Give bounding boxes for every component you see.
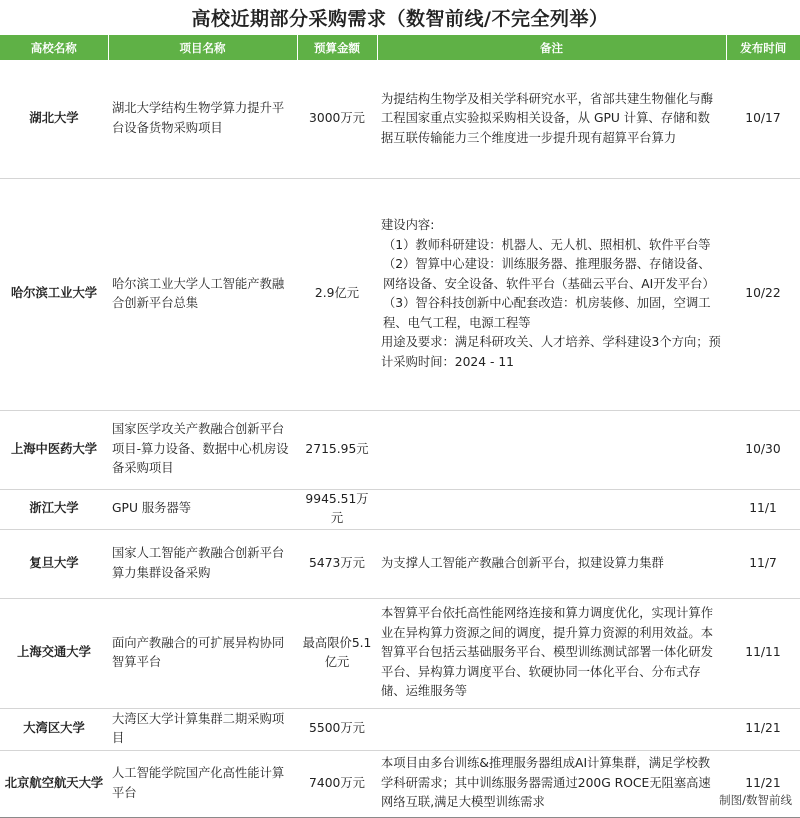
project-name-cell: 哈尔滨工业大学人工智能产教融合创新平台总集 <box>108 178 297 410</box>
procurement-table <box>0 35 800 818</box>
table-row <box>0 529 800 598</box>
notes-line: （1）教师科研建设：机器人、无人机、照相机、软件平台等 <box>383 237 711 252</box>
header-project: 项目名称 <box>108 35 297 60</box>
table-row <box>0 750 800 817</box>
notes-line: 为提结构生物学及相关学科研究水平，省部共建生物催化与酶工程国家重点实验拟采购相关设备，从 GPU 计算、存储和数据互联传输能力三个维度进一步提升现有超算平台算力 <box>381 91 714 145</box>
notes-cell <box>377 410 726 489</box>
budget-cell: 9945.51万元 <box>297 489 377 529</box>
notes-cell <box>377 60 726 178</box>
school-name-cell: 北京航空航天大学 <box>0 750 108 817</box>
notes-line: （3）智谷科技创新中心配套改造：机房装修、加固，空调工程、电气工程，电源工程等 <box>383 296 711 330</box>
credit-text: 制图/数智前线 <box>719 793 792 807</box>
header-budget: 预算金额 <box>297 35 377 60</box>
publish-date-cell: 11/21 <box>726 750 800 817</box>
notes-cell <box>377 178 726 410</box>
header-date: 发布时间 <box>726 35 800 60</box>
header-notes: 备注 <box>377 35 726 60</box>
table-row <box>0 60 800 178</box>
budget-cell: 2.9亿元 <box>297 178 377 410</box>
budget-cell: 最高限价5.1亿元 <box>297 598 377 708</box>
publish-date-cell: 11/11 <box>726 598 800 708</box>
table-body <box>0 60 800 817</box>
school-name-cell: 湖北大学 <box>0 60 108 178</box>
budget-cell: 7400万元 <box>297 750 377 817</box>
school-name-cell: 上海中医药大学 <box>0 410 108 489</box>
table-row <box>0 410 800 489</box>
notes-cell <box>377 750 726 817</box>
notes-line: （2）智算中心建设：训练服务器、推理服务器、存储设备、网络设备、安全设备、软件平台（基础云平台、AI开发平台） <box>383 257 715 291</box>
budget-cell: 5500万元 <box>297 708 377 750</box>
school-name-cell: 哈尔滨工业大学 <box>0 178 108 410</box>
school-name-cell: 上海交通大学 <box>0 598 108 708</box>
notes-cell <box>377 489 726 529</box>
publish-date-cell: 11/7 <box>726 529 800 598</box>
table-row <box>0 708 800 750</box>
school-name-cell: 浙江大学 <box>0 489 108 529</box>
notes-line: 为支撑人工智能产教融合创新平台，拟建设算力集群 <box>381 555 664 570</box>
publish-date-cell: 10/17 <box>726 60 800 178</box>
school-name-cell: 复旦大学 <box>0 529 108 598</box>
notes-line: 建设内容: <box>381 218 435 232</box>
notes-cell <box>377 708 726 750</box>
publish-date-cell: 11/1 <box>726 489 800 529</box>
header-school: 高校名称 <box>0 35 108 60</box>
budget-cell: 2715.95元 <box>297 410 377 489</box>
budget-cell: 5473万元 <box>297 529 377 598</box>
page-title: 高校近期部分采购需求（数智前线/不完全列举） <box>191 8 609 30</box>
publish-date-cell: 11/21 <box>726 708 800 750</box>
project-name-cell: 大湾区大学计算集群二期采购项目 <box>108 708 297 750</box>
budget-cell: 3000万元 <box>297 60 377 178</box>
notes-line: 本智算平台依托高性能网络连接和算力调度优化，实现计算作业在异构算力资源之间的调度，提升算力资源的利用效益。本智算平台包括云基础服务平台、模型训练测试部署一体化研发平台、异构算力调度平台、软硬协同一体化平台、分布式存储、运维服务等 <box>381 606 714 699</box>
project-name-cell: 人工智能学院国产化高性能计算平台 <box>108 750 297 817</box>
table-header-row <box>0 35 800 60</box>
notes-cell <box>377 598 726 708</box>
project-name-cell: 湖北大学结构生物学算力提升平台设备货物采购项目 <box>108 60 297 178</box>
project-name-cell: 国家人工智能产教融合创新平台算力集群设备采购 <box>108 529 297 598</box>
project-name-cell: GPU 服务器等 <box>108 489 297 529</box>
notes-cell <box>377 529 726 598</box>
notes-line: 本项目由多台训练&推理服务器组成AI计算集群，满足学校教学科研需求；其中训练服务器需通过200G ROCE无阻塞高速网络互联,满足大模型训练需求 <box>381 756 711 810</box>
project-name-cell: 国家医学攻关产教融合创新平台项目-算力设备、数据中心机房设备采购项目 <box>108 410 297 489</box>
publish-date-cell: 10/30 <box>726 410 800 489</box>
table-row <box>0 178 800 410</box>
school-name-cell: 大湾区大学 <box>0 708 108 750</box>
table-row <box>0 489 800 529</box>
notes-line: 用途及要求：满足科研攻关、人才培养、学科建设3个方向；预计采购时间：2024 - 11 <box>381 335 721 369</box>
project-name-cell: 面向产教融合的可扩展异构协同智算平台 <box>108 598 297 708</box>
table-row <box>0 598 800 708</box>
publish-date-cell: 10/22 <box>726 178 800 410</box>
